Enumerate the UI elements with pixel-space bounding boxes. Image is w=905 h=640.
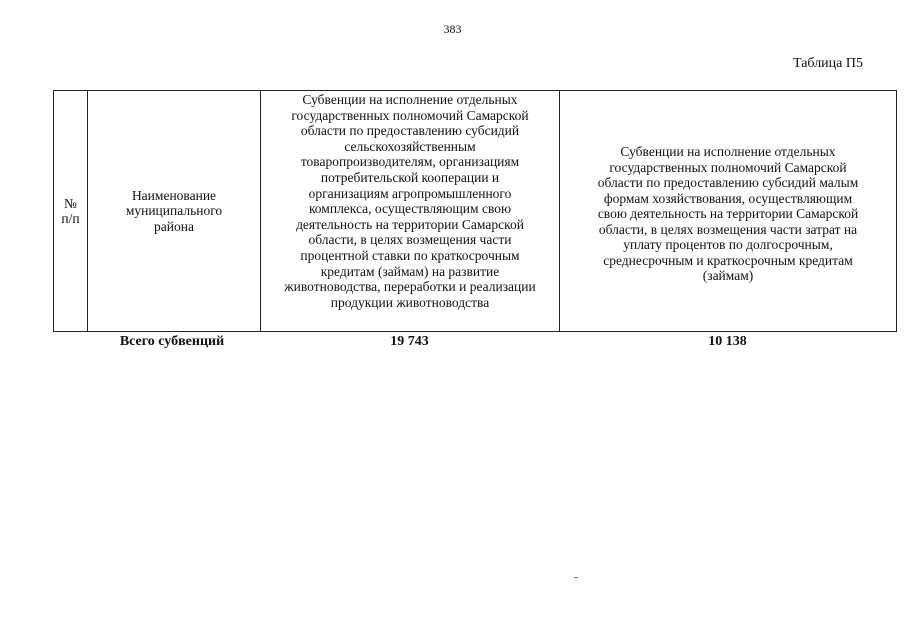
total-subsidy-2: 10 138 xyxy=(708,334,747,349)
total-label: Всего субвенций xyxy=(119,334,225,349)
subsidy-table xyxy=(53,90,897,332)
total-subsidy-1: 19 743 xyxy=(390,334,429,349)
total-row xyxy=(53,334,896,352)
page-number: 383 xyxy=(443,22,462,36)
header-number-cell xyxy=(54,91,88,332)
header-number: № п/п xyxy=(61,195,80,226)
header-subsidy-1-cell xyxy=(261,91,560,332)
header-subsidy-1: Субвенции на исполнение отдельных государственных полномочий Самарской области по предоставлению субсидий сельскохозяйственным товаропроизводителям, организациям потребительской кооперации и организациям агропромышленного комплекса, осуществляющим свою деятельность на территории Самарской области, в целях возмещения части процентной ставки по краткосрочным кредитам (займам) на развитие животноводства, переработки и реализации продукции животноводства xyxy=(284,92,536,310)
header-subsidy-2-cell xyxy=(560,91,897,332)
scan-speck xyxy=(574,577,578,578)
table-label: Таблица П5 xyxy=(793,56,863,71)
header-subsidy-2: Субвенции на исполнение отдельных государственных полномочий Самарской области по предоставлению субсидий малым формам хозяйствования, осуществляющим свою деятельность на территории Самарской области, в целях возмещения части затрат на уплату процентов по долгосрочным, среднесрочным и краткосрочным кредитам (займам) xyxy=(597,144,859,284)
header-district: Наименование муниципального района xyxy=(125,187,223,234)
table-header-row xyxy=(54,91,897,332)
header-district-cell xyxy=(88,91,261,332)
